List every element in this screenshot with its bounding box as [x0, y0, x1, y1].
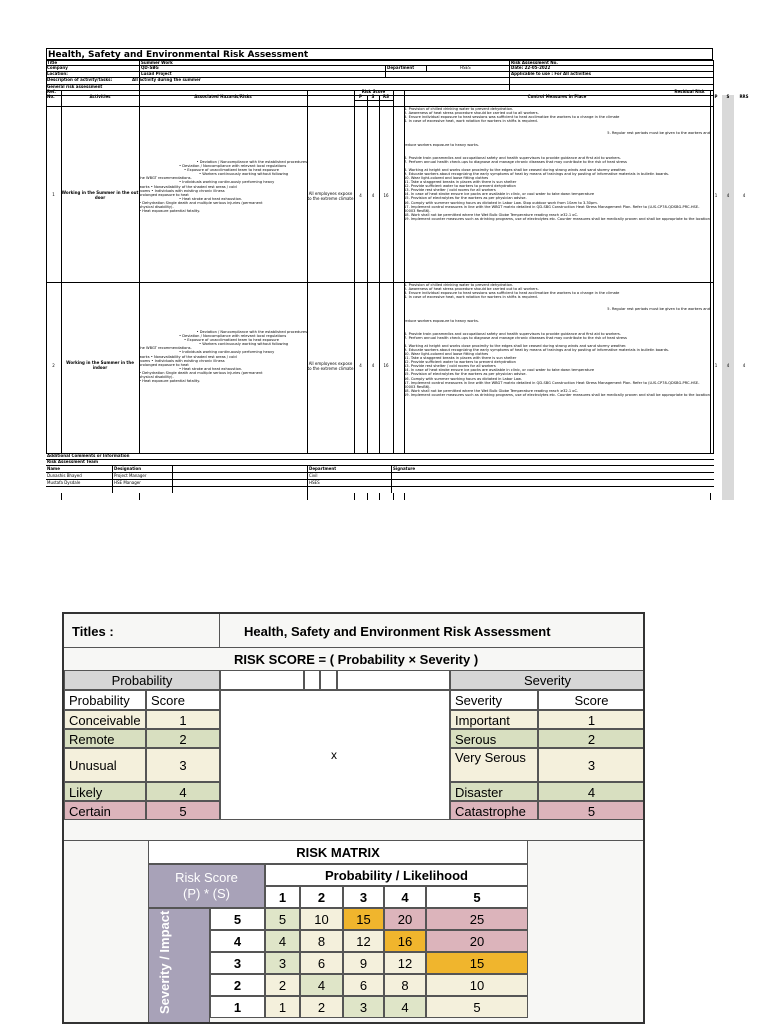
- prob-row-5-label: Certain: [64, 801, 146, 820]
- matrix-cell: 8: [300, 930, 343, 952]
- location-value: Lusail Project: [141, 71, 172, 76]
- titles-label: Titles :: [72, 624, 114, 639]
- likelihood-col-2: 2: [300, 886, 343, 908]
- matrix-cell: 4: [300, 974, 343, 996]
- risk-score-label-line-2: (P) * (S): [183, 886, 230, 901]
- matrix-cell: 3: [265, 952, 300, 974]
- multiply-symbol: x: [331, 748, 337, 762]
- col-rs: RS: [383, 94, 389, 99]
- team-member-2-designation: HSE Manager: [114, 480, 141, 485]
- matrix-severity-5: 5: [210, 908, 265, 930]
- matrix-cell: 4: [384, 996, 426, 1018]
- row-1-rs: 16: [383, 193, 389, 198]
- team-member-1-department: Civil: [309, 473, 318, 478]
- likelihood-col-3: 3: [343, 886, 384, 908]
- row-2-ref: 2: [52, 363, 55, 368]
- matrix-severity-3: 3: [210, 952, 265, 974]
- risk-number-label: Risk Assessment No.: [511, 60, 558, 65]
- matrix-cell: 5: [265, 908, 300, 930]
- matrix-cell: 10: [426, 974, 528, 996]
- severity-header: Severity: [450, 670, 645, 690]
- matrix-severity-1: 1: [210, 996, 265, 1018]
- location-label: Location:: [47, 71, 68, 76]
- matrix-severity-2: 2: [210, 974, 265, 996]
- team-col-department: Department: [309, 466, 337, 471]
- company-value: QD-SBG: [141, 65, 159, 70]
- prob-row-2-score: 2: [146, 729, 220, 748]
- row-2-residual-rrs: 4: [742, 363, 746, 368]
- prob-row-1-label: Conceivable: [64, 710, 146, 729]
- likelihood-header: Probability / Likelihood: [265, 864, 528, 886]
- col-hazards: Associated Hazards/Risks: [194, 94, 252, 99]
- sev-row-3-label: Very Serous: [450, 748, 538, 782]
- sev-row-5-score: 5: [538, 801, 645, 820]
- additional-comments-label: Additional Comments or Information: [47, 453, 130, 458]
- probability-header: Probability: [64, 670, 220, 690]
- row-1-residual-rrs: 4: [742, 193, 746, 198]
- severity-axis-label: Severity / Impact: [157, 910, 172, 1014]
- matrix-cell: 20: [426, 930, 528, 952]
- prob-row-3-label: Unusual: [64, 748, 146, 782]
- sev-row-1-score: 1: [538, 710, 645, 729]
- row-2-rs: 16: [383, 363, 389, 368]
- prob-col-score: Score: [146, 690, 220, 710]
- general-label: General risk assessment: [47, 84, 103, 89]
- applicable-label: Applicable to use : For All activities: [511, 71, 591, 76]
- team-member-1-name: Dunashis Bhayed: [47, 473, 82, 478]
- team-label: Risk Assessment Team: [47, 459, 99, 464]
- sev-row-4-label: Disaster: [450, 782, 538, 801]
- risk-score-label-line-1: Risk Score: [175, 870, 238, 885]
- col-residual: Residual Risk: [674, 89, 705, 94]
- matrix-cell: 2: [300, 996, 343, 1018]
- matrix-cell: 20: [384, 908, 426, 930]
- row-1-residual-p: 1: [714, 193, 718, 198]
- matrix-cell: 9: [343, 952, 384, 974]
- row-2-p: 4: [359, 363, 362, 368]
- col-activities: Activities: [89, 94, 111, 99]
- likelihood-col-4: 4: [384, 886, 426, 908]
- risk-score-label: [148, 864, 265, 908]
- row-1-controls: 1. Provision of chilled drinking water to prevent dehydration. 2. Awareness of heat stress procedure should be carried out to all workers. 3. Ensure individual exposure to heat sessions was sufficient to heat acclimatize the workers to a change in the climate 4. In case of excessive heat, work rotation for workers in shifts is required. 5. Regular rest periods must be given to the workers and reduce workers exposure to heavy works. 6. Provide train paramedics and occupational safety and health supervisors to provide guidance and first aid to workers. 7. Perform annual health check-ups to diagnose and manage chronic diseases that may contribute to the risk of heat stress 8. Working at height and works close proximity to the edges shall be ceased during strong winds and sand stormy weather. 9. Educate workers about recognizing the early symptoms of heat by means of trainings and by posting of informative materials in bulletin boards. 10. Wear light-colored and loose fitting clothes 11. Take a staggered breaks in places with there is sun shelter 12. Provide sufficient water to workers to prevent dehydration 13. Provide rest shelter / cold rooms for all workers 14. In case of heat stroke ensure ice packs are available in clinic, or cool water to take down temperature 15. Provision of electrolytes for the workers as per physician advise. 16. Comply with summer working hours as dictated in Labor Law. Stop outdoor work from 10am to 3.30pm. 17. Implement control measures in line with the WBGT matrix detailed in QD-SBG Construction Heat Stress Management Plan. Refer to (LUS-CP78-QDSBG-PRC-HSE-00003 RevB6). 18. Work shall not be permitted where the Wet Bulb Globe Temperature reading reach ≥32.1 oC. 19. Implement counter measures such as drinking programs, use of electrolytes etc. Counter measures shall be medically proven and shall be appropriate to the location: [404, 107, 710, 221]
- title-label: Title: [47, 60, 58, 65]
- matrix-severity-4: 4: [210, 930, 265, 952]
- team-col-signature: Signature: [393, 466, 416, 471]
- sev-row-2-score: 2: [538, 729, 645, 748]
- sev-row-5-label: Catastrophe: [450, 801, 538, 820]
- col-p: P: [359, 94, 362, 99]
- team-col-designation: Designation: [114, 466, 142, 471]
- likelihood-col-5: 5: [426, 886, 528, 908]
- col-ref: Ref. No.: [47, 89, 56, 99]
- col-residual-rrs: RRS: [739, 94, 749, 99]
- sheet-title: Health, Safety and Environmental Risk Assessment: [46, 48, 713, 60]
- col-risk-score: Risk Score: [361, 89, 386, 94]
- sev-col-score: Score: [538, 690, 645, 710]
- date-label: Date: 22-05-2022: [511, 65, 551, 70]
- risk-matrix-title: RISK MATRIX: [148, 840, 528, 864]
- matrix-cell: 1: [265, 996, 300, 1018]
- matrix-cell: 15: [426, 952, 528, 974]
- col-control: Control Measures in Place: [527, 94, 587, 99]
- matrix-cell: 15: [343, 908, 384, 930]
- matrix-cell: 2: [265, 974, 300, 996]
- matrix-cell: 5: [426, 996, 528, 1018]
- row-1-p: 4: [359, 193, 362, 198]
- team-col-name: Name: [47, 466, 60, 471]
- matrix-cell: 12: [343, 930, 384, 952]
- matrix-cell: 10: [300, 908, 343, 930]
- row-2-activity: Working in the Summer in the indoor: [66, 360, 134, 370]
- likelihood-col-1: 1: [265, 886, 300, 908]
- risk-score-formula: RISK SCORE = ( Probability × Severity ): [234, 652, 479, 667]
- row-2-residual-p: 1: [714, 363, 718, 368]
- description-label: Description of activity/tasks:: [47, 77, 113, 82]
- sev-col-label: Severity: [450, 690, 538, 710]
- col-residual-p: P: [714, 94, 718, 99]
- row-2-s: 4: [371, 363, 375, 368]
- prob-row-1-score: 1: [146, 710, 220, 729]
- prob-row-4-label: Likely: [64, 782, 146, 801]
- row-2-hazards: • Deviation / Noncompliance with the established procedures • Deviation / Noncompliance with relevant local regulations • Exposure of unacclimatized team to heat exposure • Workers continuously working without following the WBGT recommendations. • Individuals working continuously performing heavy works • Nonavailability of the shaded rest areas / cold rooms • Individuals with existing chronic illness prolonged exposure to heat • Heat stroke and heat exhaustion. • Dehydration Single death and multiple serious injuries (permanent physical disability). • Heat exposure potential fatality.: [139, 330, 307, 384]
- row-1-affected: All employees expose to the extreme climate: [307, 191, 354, 201]
- sev-row-1-label: Important: [450, 710, 538, 729]
- sev-row-4-score: 4: [538, 782, 645, 801]
- matrix-cell: 25: [426, 908, 528, 930]
- row-1-ref: 1: [52, 192, 55, 197]
- sev-row-2-label: Serous: [450, 729, 538, 748]
- prob-col-label: Probability: [64, 690, 146, 710]
- matrix-cell: 3: [343, 996, 384, 1018]
- row-2-controls: 1. Provision of chilled drinking water to prevent dehydration. 2. Awareness of heat stress procedure should be carried out to all workers. 3. Ensure individual exposure to heat sessions was sufficient to heat acclimatize the workers to a change in the climate 4. In case of excessive heat, work rotation for workers in shifts is required. 5. Regular rest periods must be given to the workers and reduce workers exposure to heavy works. 6. Provide train paramedics and occupational safety and health supervisors to provide guidance and first aid to workers. 7. Perform annual health check-ups to diagnose and manage chronic diseases that may contribute to the risk of heat stress 8. Working at height and works close proximity to the edges shall be ceased during strong winds and sand stormy weather. 9. Educate workers about recognizing the early symptoms of heat by means of trainings and by posting of informative materials in bulletin boards. 10. Wear light-colored and loose fitting clothes 11. Take a staggered breaks in places with there is sun shelter 12. Provide sufficient water to workers to prevent dehydration 13. Provide rest shelter / cold rooms for all workers 14. In case of heat stroke ensure ice packs are available in clinic, or cool water to take down temperature 15. Provision of electrolytes for the workers as per physician advise. 16. Comply with summer working hours as dictated in Labor Law. 17. Implement control measures in line with the WBGT matrix detailed in QD-SBG Construction Heat Stress Management Plan. Refer to (LUS-CP78-QDSBG-PRC-HSE-00003 RevB6). 18. Work shall not be permitted where the Wet Bulb Globe Temperature reading reach ≥32.1 oC. 19. Implement counter measures such as drinking programs, use of electrolytes etc. Counter measures shall be medically proven and shall be appropriate to the location: [404, 283, 710, 397]
- risk-assessment-sheet: [46, 48, 749, 493]
- row-2-affected: All employees expose to the extreme climate: [307, 361, 354, 371]
- matrix-cell: 4: [265, 930, 300, 952]
- matrix-cell: 12: [384, 952, 426, 974]
- company-label: Company: [47, 65, 68, 70]
- titles-value: Health, Safety and Environment Risk Assessment: [244, 624, 551, 639]
- matrix-cell: 6: [300, 952, 343, 974]
- row-1-hazards: • Deviation / Noncompliance with the established procedures • Deviation / Noncompliance with relevant local regulations • Exposure of unacclimatized team to heat exposure • Workers continuously working without following the WBGT recommendations. • Individuals working continuously performing heavy works • Nonavailability of the shaded rest areas / cold rooms • Individuals with existing chronic illness prolonged exposure to heat • Heat stroke and heat exhaustion. • Dehydration Single death and multiple serious injuries (permanent physical disability). • Heat exposure potential fatality.: [139, 160, 307, 214]
- col-s: S: [371, 94, 375, 99]
- row-2-residual-s: 4: [726, 363, 730, 368]
- matrix-cell: 8: [384, 974, 426, 996]
- team-member-2-department: HSES: [309, 480, 320, 485]
- prob-row-5-score: 5: [146, 801, 220, 820]
- matrix-cell: 6: [343, 974, 384, 996]
- risk-matrix-panel: [62, 612, 645, 1024]
- matrix-cell: 16: [384, 930, 426, 952]
- row-1-activity: Working in the Summer in the out door: [61, 190, 139, 200]
- description-value: All activity during the summer: [132, 77, 201, 82]
- row-1-s: 4: [371, 193, 375, 198]
- department-label: Department: [387, 65, 415, 70]
- title-value: Summer Work: [141, 60, 173, 65]
- department-value: HSES: [460, 65, 471, 70]
- sev-row-3-score: 3: [538, 748, 645, 782]
- team-member-1-designation: Project Manager: [114, 473, 147, 478]
- prob-row-3-score: 3: [146, 748, 220, 782]
- prob-row-2-label: Remote: [64, 729, 146, 748]
- col-residual-s: S: [726, 94, 730, 99]
- prob-row-4-score: 4: [146, 782, 220, 801]
- residual-shade: [722, 95, 734, 500]
- row-1-residual-s: 4: [726, 193, 730, 198]
- team-member-2-name: Mustafa Dysdale: [47, 480, 81, 485]
